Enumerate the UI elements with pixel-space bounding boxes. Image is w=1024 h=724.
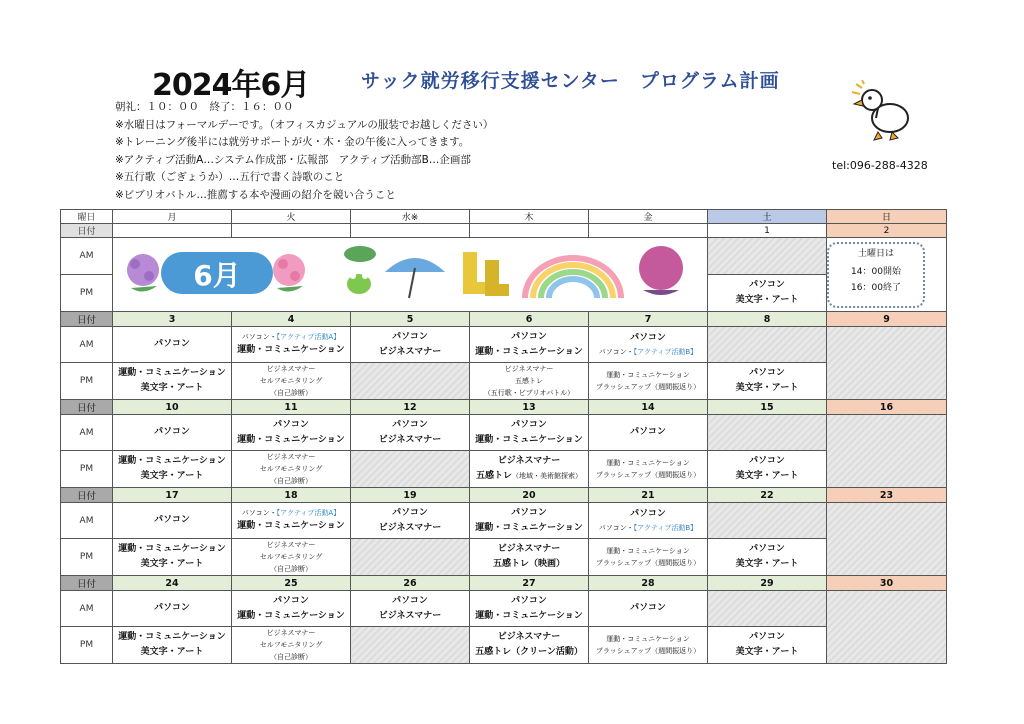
cell-text: パソコン [749,544,785,554]
sat-pm-cell [708,539,827,576]
pm-label: PM [61,539,113,576]
cell-text: 美文字・アート [735,559,799,569]
fri-am-cell [589,327,708,363]
thu-pm-cell [470,363,589,400]
callout-line: 土曜日は [857,249,894,259]
cell-text: パソコン [511,419,547,430]
cell-text: パソコン・【アクティブ活動A】 [241,509,341,517]
date-row-label: 日付 [61,400,113,415]
cell-text: 美文字・アート [735,383,799,393]
weekday-tue: 火 [232,210,351,224]
sun-closed [827,591,947,664]
cell-text: 運動・コミュニケーション [237,521,345,531]
rain-boots-icon [463,252,509,296]
mon-pm-cell [113,363,232,400]
cell-text: 運動・コミュニケーション [118,456,226,466]
cell-text: パソコン [630,333,666,343]
cell-text: パソコン・【アクティブ活動B】 [598,348,698,356]
fri-am-cell [589,591,708,627]
mon-am-cell [113,503,232,539]
cell-text: ビジネスマナー [378,522,442,533]
cell-text: 運動・コミュニケーション [475,434,583,445]
date-cell: 23 [827,488,947,503]
thu-am-cell [470,591,589,627]
cell-text: ビジネスマナー [266,541,316,549]
thu-am-cell [470,327,589,363]
tue-pm-cell [232,363,351,400]
cell-text: パソコン・【アクティブ活動B】 [598,524,698,532]
date-cell: 14 [589,400,708,415]
cell-text: ビジネスマナー [497,456,561,466]
date-cell [589,224,708,238]
cell-text: セルフモニタリング [259,641,323,649]
wed-am-cell [351,503,470,539]
fri-am-cell [589,415,708,451]
date-cell: 28 [589,576,708,591]
cell-text: 運動・コミュニケーション [118,544,226,554]
sat-pm-cell [708,275,827,312]
cell-text: パソコン・【アクティブ活動A】 [241,333,341,341]
banner-month-text: 6月 [193,259,241,292]
cell-text: ビジネスマナー [378,610,442,621]
cell-text: 美文字・アート [140,383,204,393]
sun-closed [827,503,947,576]
tue-am-cell [232,327,351,363]
wed-pm-closed [351,363,470,400]
cell-text: ブラッシュアップ（週間振返り） [595,647,701,655]
date-cell: 4 [232,312,351,327]
date-cell: 7 [589,312,708,327]
sat-pm-cell [708,627,827,664]
cell-text: パソコン [392,331,428,342]
cell-text: 美文字・アート [140,471,204,481]
cell-text: パソコン [154,515,190,525]
tel-number: tel:096-288-4328 [832,159,928,172]
cell-text: パソコン [511,595,547,606]
umbrella-icon [385,258,445,298]
cell-text: （自己診断） [270,477,312,485]
date-cell: 13 [470,400,589,415]
cell-text: （自己診断） [270,565,312,573]
am-label: AM [61,327,113,363]
cell-text: 運動・コミュニケーション [606,371,690,379]
note-line: ※アクティブ活動A…システム作成部・広報部 アクティブ活動部B…企画部 [115,153,471,166]
note-line: ※ビブリオバトル…推薦する本や漫画の紹介を競い合うこと [115,188,396,201]
sat-am-closed [708,415,827,451]
date-cell [232,224,351,238]
cell-text: 運動・コミュニケーション [606,635,690,643]
cell-text: 美文字・アート [140,559,204,569]
wed-pm-closed [351,539,470,576]
date-cell: 1 [708,224,827,238]
date-cell: 30 [827,576,947,591]
cell-text: ブラッシュアップ（週間振返り） [595,559,701,567]
thu-am-cell [470,415,589,451]
date-cell: 2 [827,224,947,238]
sat-pm-cell [708,363,827,400]
thu-pm-cell [470,539,589,576]
date-cell: 12 [351,400,470,415]
fri-pm-cell [589,539,708,576]
sat-pm-art: 美文字・アート [735,295,799,305]
date-cell: 24 [113,576,232,591]
cell-text: パソコン [273,595,309,606]
cell-text: ビジネスマナー [266,365,316,373]
cell-text: 五感トレ（クリーン活動） [475,647,583,657]
cell-text: 運動・コミュニケーション [606,547,690,555]
weekday-sat: 土 [708,210,827,224]
tue-am-cell [232,503,351,539]
cell-text: 運動・コミュニケーション [606,459,690,467]
am-label: AM [61,238,113,275]
cell-text: パソコン [392,507,428,518]
cell-text: セルフモニタリング [259,377,323,385]
cell-text: パソコン [392,419,428,430]
cell-text: ブラッシュアップ（週間振返り） [595,471,701,479]
cell-text: （五行歌・ビブリオバトル） [483,389,575,397]
cell-text: パソコン [273,419,309,430]
am-label: AM [61,591,113,627]
cell-text: ビジネスマナー [504,365,554,373]
mon-pm-cell [113,539,232,576]
tue-pm-cell [232,627,351,664]
mon-am-cell [113,415,232,451]
sat-am-closed [708,503,827,539]
cell-text: パソコン [392,595,428,606]
thu-am-cell [470,503,589,539]
cell-text: 運動・コミュニケーション [118,632,226,642]
cell-text: 運動・コミュニケーション [237,434,345,445]
cell-text: パソコン [511,507,547,518]
saturday-hours-callout [827,242,925,308]
patterned-hydrangea-icon [639,246,683,295]
date-cell: 8 [708,312,827,327]
cell-text: パソコン [154,427,190,437]
date-cell: 27 [470,576,589,591]
mon-am-cell [113,591,232,627]
cell-text: 美文字・アート [735,471,799,481]
date-cell: 22 [708,488,827,503]
center-name: サック就労移行支援センター プログラム計画 [361,70,780,92]
cell-text: 美文字・アート [735,647,799,657]
wed-am-cell [351,415,470,451]
date-cell: 5 [351,312,470,327]
cell-text: ビジネスマナー [378,346,442,357]
cell-text: ビジネスマナー [266,453,316,461]
note-line: ※五行歌（ごぎょうか）…五行で書く詩歌のこと [115,171,345,184]
mon-pm-cell [113,451,232,488]
thu-pm-cell [470,627,589,664]
date-cell: 20 [470,488,589,503]
weekday-thu: 木 [470,210,589,224]
sat-am-closed [708,591,827,627]
pm-label: PM [61,627,113,664]
thu-pm-cell [470,451,589,488]
am-label: AM [61,415,113,451]
weekday-sun: 日 [827,210,947,224]
cell-text: セルフモニタリング [259,553,323,561]
date-cell [470,224,589,238]
date-cell: 3 [113,312,232,327]
june-banner [113,238,708,312]
cell-text: 運動・コミュニケーション [475,522,583,533]
notes [115,99,493,205]
date-cell: 29 [708,576,827,591]
sun-closed [827,327,947,400]
cell-text: 運動・コミュニケーション [475,610,583,621]
date-cell: 9 [827,312,947,327]
sat-am-closed [708,238,827,275]
rainbow-icon [525,258,621,298]
callout-line: 14：00開始 [851,267,901,277]
cell-text: パソコン [511,331,547,342]
cell-text: ビジネスマナー [497,544,561,554]
banner-illustration [113,238,708,308]
date-cell: 6 [470,312,589,327]
fri-am-cell [589,503,708,539]
date-cell: 26 [351,576,470,591]
date-cell: 21 [589,488,708,503]
cell-text: 五感トレ（地域・美術館探索） [475,471,582,481]
cell-text: （自己診断） [270,653,312,661]
cell-text: セルフモニタリング [259,465,323,473]
cell-text: ビジネスマナー [378,434,442,445]
mon-pm-cell [113,627,232,664]
weekday-header-label: 曜日 [61,210,113,224]
cell-text: パソコン [749,456,785,466]
cell-text: ビジネスマナー [266,629,316,637]
date-cell: 25 [232,576,351,591]
date-cell [351,224,470,238]
cell-text: （自己診断） [270,389,312,397]
weekday-fri: 金 [589,210,708,224]
tue-pm-cell [232,451,351,488]
pm-label: PM [61,275,113,312]
date-cell: 19 [351,488,470,503]
program-calendar [60,209,947,664]
tue-am-cell [232,591,351,627]
tue-am-cell [232,415,351,451]
wed-pm-closed [351,627,470,664]
wed-pm-closed [351,451,470,488]
cell-text: 五感トレ [515,377,543,385]
cell-text: 美文字・アート [140,647,204,657]
tue-pm-cell [232,539,351,576]
date-row-label: 日付 [61,488,113,503]
cell-text: パソコン [630,603,666,613]
date-row-label: 日付 [61,576,113,591]
cell-text: パソコン [154,339,190,349]
cell-text: 運動・コミュニケーション [237,345,345,355]
weekday-wed: 水※ [351,210,470,224]
fri-pm-cell [589,451,708,488]
hydrangea-icon [273,254,305,292]
sat-pm-pc: パソコン [749,280,785,290]
cell-text: パソコン [749,632,785,642]
date-row-label: 日付 [61,312,113,327]
date-cell: 18 [232,488,351,503]
cell-text: 運動・コミュニケーション [237,610,345,621]
date-cell: 17 [113,488,232,503]
cell-text: パソコン [154,603,190,613]
cell-text: パソコン [749,368,785,378]
date-cell: 16 [827,400,947,415]
cell-text: 運動・コミュニケーション [475,346,583,357]
note-line: ※トレーニング後半には就労サポートが火・木・金の午後に入ってきます。 [115,136,470,149]
am-label: AM [61,503,113,539]
frog-icon [344,246,376,294]
note-line: 朝礼：１０：００ 終了：１６：００ [115,101,294,113]
cell-text: 五感トレ（映画） [492,559,565,569]
sat-am-closed [708,327,827,363]
sun-closed [827,415,947,488]
date-row-label: 日付 [61,224,113,238]
fri-pm-cell [589,363,708,400]
weekday-mon: 月 [113,210,232,224]
pm-label: PM [61,363,113,400]
wed-am-cell [351,327,470,363]
callout-line: 16：00終了 [851,283,901,293]
date-cell: 15 [708,400,827,415]
cell-text: ブラッシュアップ（週間振返り） [595,383,701,391]
date-cell: 10 [113,400,232,415]
mon-am-cell [113,327,232,363]
cell-text: ビジネスマナー [497,632,561,642]
cell-text: 運動・コミュニケーション [118,368,226,378]
sat-pm-cell [708,451,827,488]
fri-pm-cell [589,627,708,664]
cell-text: パソコン [630,427,666,437]
duck-icon [848,80,914,146]
page-title: 2024年6月 [152,68,310,103]
date-cell [113,224,232,238]
pm-label: PM [61,451,113,488]
hydrangea-icon [127,254,159,292]
wed-am-cell [351,591,470,627]
cell-text: パソコン [630,509,666,519]
note-line: ※水曜日はフォーマルデーです。（オフィスカジュアルの服装でお越しください） [115,118,494,131]
date-cell: 11 [232,400,351,415]
